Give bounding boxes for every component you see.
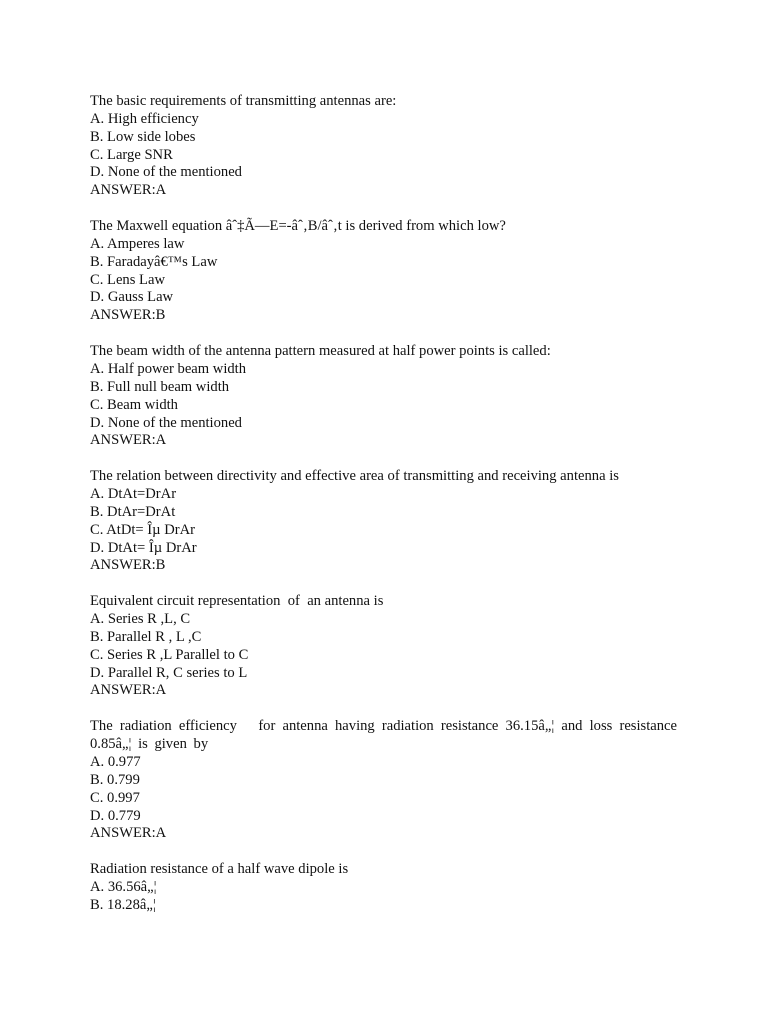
option-c: C. Large SNR [90,146,173,163]
question-stem: The basic requirements of transmitting antennas are: [90,93,397,109]
option-b: B. 18.28â„¦ [90,896,156,913]
question-5 [90,593,677,700]
option-c: C. 0.997 [90,789,140,806]
option-d: D. Parallel R, C series to L [90,664,248,681]
option-b: B. Parallel R , L ,C [90,628,202,645]
answer-line: ANSWER:A [90,182,167,199]
option-c: C. AtDt= Îµ DrAr [90,521,196,538]
document-page [90,93,684,933]
question-2 [90,218,677,325]
option-c: C. Series R ,L Parallel to C [90,646,249,663]
question-stem: The beam width of the antenna pattern measured at half power points is called: [90,343,551,360]
option-a: A. High efficiency [90,110,199,127]
answer-line: ANSWER:B [90,307,166,324]
option-d: D. Gauss Law [90,289,174,306]
answer-line: ANSWER:B [90,557,166,574]
option-c: C. Lens Law [90,271,165,288]
answer-line: ANSWER:A [90,825,167,842]
question-6 [90,718,684,843]
question-stem: The radiation efficiency for antenna having radiation resistance 36.15â„¦ and loss resistance 0.85â„¦ is given by [90,718,684,753]
option-a: A. DtAt=DrAr [90,486,177,503]
option-b: B. Low side lobes [90,128,196,145]
question-stem: The Maxwell equation âˆ‡Ã—E=-âˆ‚B/âˆ‚t is derived from which low? [90,218,506,235]
answer-line: ANSWER:A [90,432,167,449]
option-a: A. Series R ,L, C [90,611,191,628]
option-c: C. Beam width [90,396,178,413]
option-a: A. 0.977 [90,754,141,770]
question-4 [90,468,677,575]
option-a: A. Amperes law [90,235,185,252]
option-d: D. 0.779 [90,807,141,824]
question-stem: Equivalent circuit representation of an antenna is [90,593,384,610]
option-b: B. Full null beam width [90,378,230,395]
question-3 [90,343,677,450]
option-d: D. DtAt= Îµ DrAr [90,539,197,556]
question-7 [90,861,677,915]
question-stem: Radiation resistance of a half wave dipole is [90,861,349,878]
option-a: A. Half power beam width [90,360,247,377]
option-a: A. 36.56â„¦ [90,879,157,896]
answer-line: ANSWER:A [90,682,167,699]
option-b: B. 0.799 [90,771,140,788]
question-1 [90,93,677,200]
option-d: D. None of the mentioned [90,164,242,181]
option-d: D. None of the mentioned [90,414,242,431]
option-b: B. Faradayâ€™s Law [90,253,218,270]
option-b: B. DtAr=DrAt [90,503,176,520]
question-stem: The relation between directivity and effective area of transmitting and receiving antenna is [90,468,619,485]
